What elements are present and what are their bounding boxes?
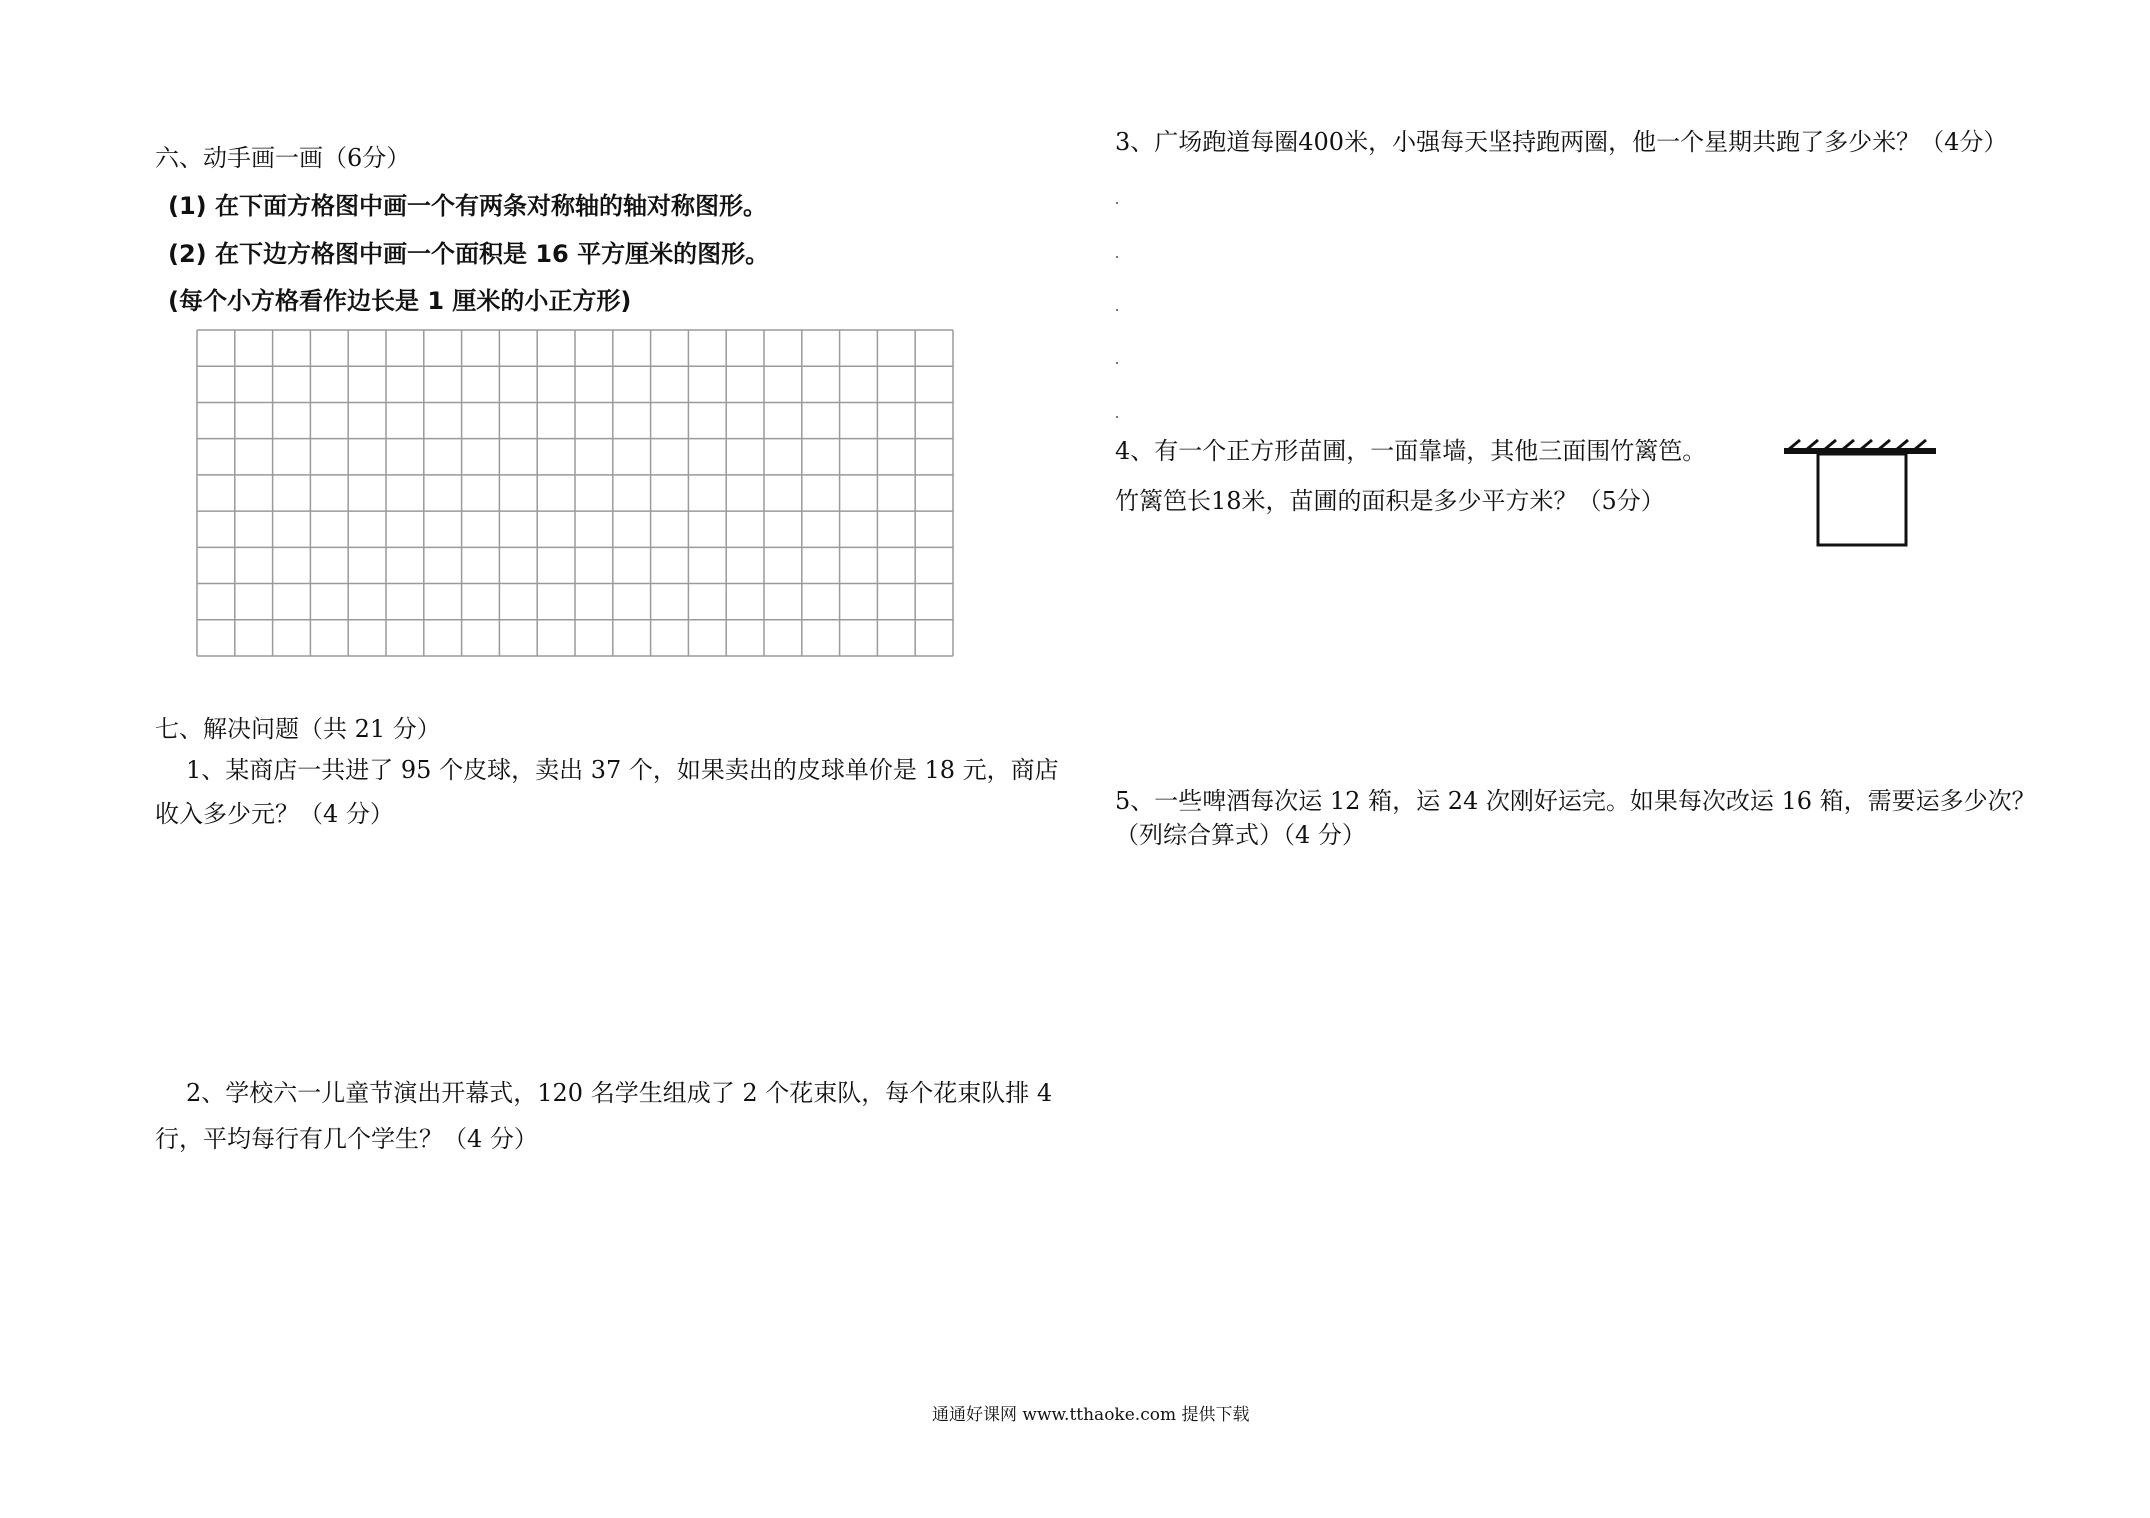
section6-title: 六、动手画一画（6分）	[155, 144, 411, 172]
question-4-line-1: 4、有一个正方形苗圃，一面靠墙，其他三面围竹篱笆。	[1115, 437, 1707, 465]
answer-dot	[1116, 416, 1118, 418]
question-1-line-1: 1、某商店一共进了 95 个皮球，卖出 37 个，如果卖出的皮球单价是 18 元，商店	[186, 756, 1059, 784]
answer-dot	[1116, 202, 1118, 204]
answer-dot	[1116, 309, 1118, 311]
question-5-line-2: （列综合算式）（4 分）	[1115, 821, 1366, 849]
answer-dot	[1116, 362, 1118, 364]
section6-item-1: (1) 在下面方格图中画一个有两条对称轴的轴对称图形。	[168, 192, 767, 220]
section6-item-2: (2) 在下边方格图中画一个面积是 16 平方厘米的图形。	[168, 240, 770, 268]
question-3: 3、广场跑道每圈400米，小强每天坚持跑两圈，他一个星期共跑了多少米？（4分）	[1115, 128, 2008, 156]
question-4-line-2: 竹篱笆长18米，苗圃的面积是多少平方米？（5分）	[1115, 487, 1665, 515]
question-1-line-2: 收入多少元？（4 分）	[155, 800, 394, 828]
square-grid	[195, 328, 955, 658]
answer-dot	[1116, 256, 1118, 258]
question-2-line-1: 2、学校六一儿童节演出开幕式，120 名学生组成了 2 个花束队，每个花束队排 4	[186, 1079, 1053, 1107]
question-5-line-1: 5、一些啤酒每次运 12 箱，运 24 次刚好运完。如果每次改运 16 箱，需要运多少次？	[1115, 787, 2036, 815]
question-2-line-2: 行，平均每行有几个学生？（4 分）	[155, 1125, 538, 1153]
garden-wall-diagram	[1780, 438, 1940, 553]
section6-item-3: (每个小方格看作边长是 1 厘米的小正方形)	[168, 287, 632, 315]
section7-title: 七、解决问题（共 21 分）	[155, 715, 441, 743]
footer-credit: 通通好课网 www.tthaoke.com 提供下载	[932, 1405, 1250, 1425]
